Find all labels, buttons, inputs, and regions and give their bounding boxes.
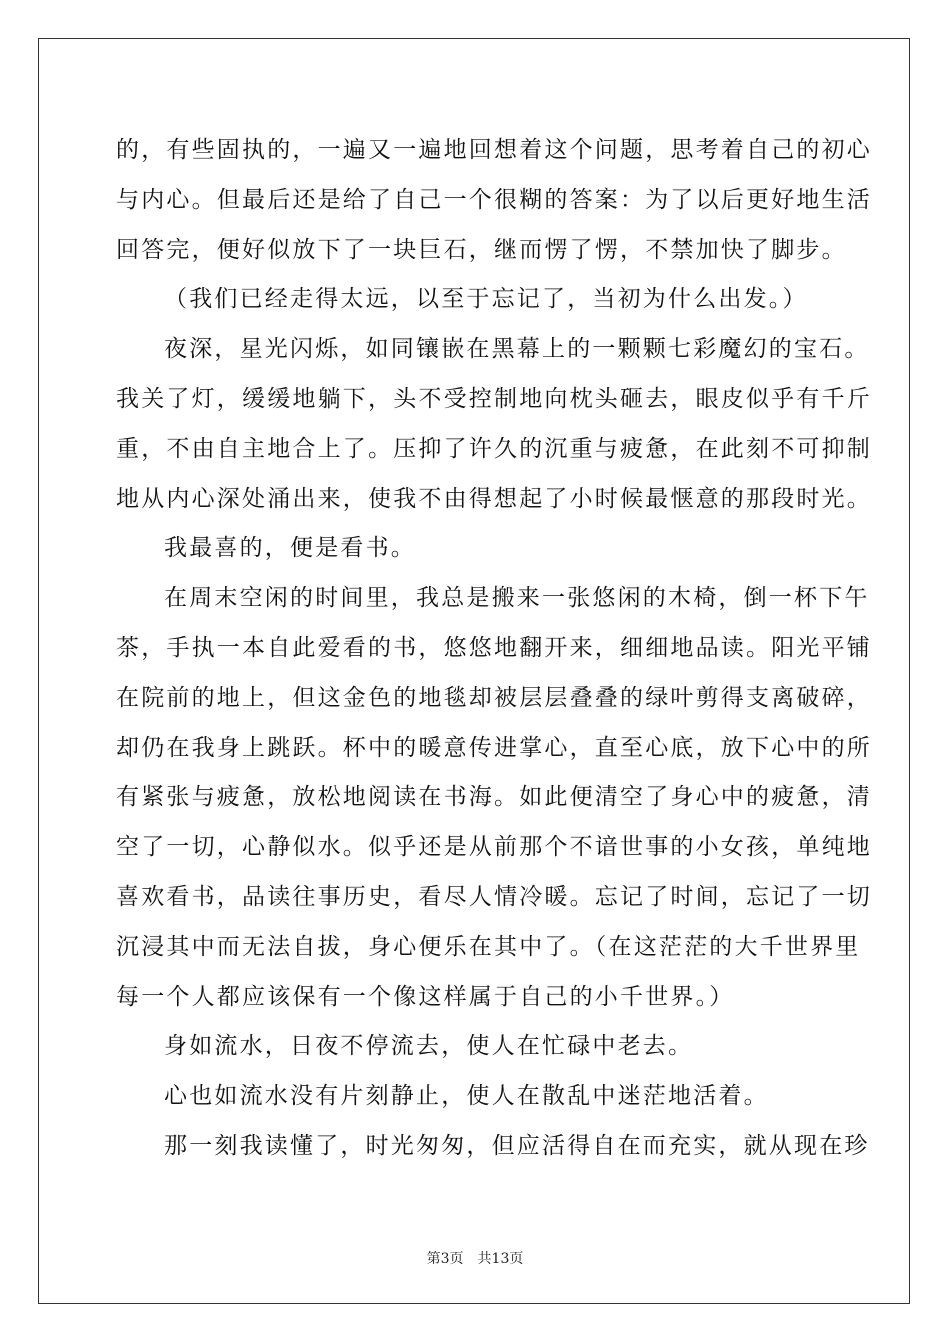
text-line: 的，有些固执的，一遍又一遍地回想着这个问题，思考着自己的初心 bbox=[116, 137, 872, 163]
text-line: 我最喜的，便是看书。 bbox=[164, 535, 416, 562]
text-line: 心也如流水没有片刻静止，使人在散乱中迷茫地活着。 bbox=[164, 1083, 769, 1110]
text-line: 有紧张与疲惫，放松地阅读在书海。如此便清空了身心中的疲惫，清 bbox=[116, 784, 872, 811]
text-line: 回答完，便好似放下了一块巨石，继而愣了愣，不禁加快了脚步。 bbox=[116, 236, 847, 263]
text-line: 重，不由自主地合上了。压抑了许久的沉重与疲惫，在此刻不可抑制 bbox=[116, 435, 872, 462]
text-line: 喜欢看书，品读往事历史，看尽人情冷暖。忘记了时间，忘记了一切 bbox=[116, 883, 872, 910]
text-line: 每一个人都应该保有一个像这样属于自己的小千世界。） bbox=[116, 983, 735, 1010]
text-line: 地从内心深处涌出来，使我不由得想起了小时候最惬意的那段时光。 bbox=[116, 485, 872, 512]
total-pages: 共13页 bbox=[477, 1251, 524, 1267]
text-line: （我们已经走得太远，以至于忘记了，当初为什么出发。） bbox=[164, 286, 808, 313]
text-line: 我关了灯，缓缓地躺下，头不受控制地向枕头砸去，眼皮似乎有千斤 bbox=[116, 385, 872, 412]
text-line: 在周末空闲的时间里，我总是搬来一张悠闲的木椅，倒一杯下午 bbox=[164, 585, 870, 612]
text-line: 在院前的地上，但这金色的地毯却被层层叠叠的绿叶剪得支离破碎， bbox=[116, 684, 872, 711]
page-number: 第3页 bbox=[426, 1251, 464, 1267]
text-line: 却仍在我身上跳跃。杯中的暖意传进掌心，直至心底，放下心中的所 bbox=[116, 734, 872, 761]
page-footer bbox=[0, 1248, 950, 1268]
text-line: 那一刻我读懂了，时光匆匆，但应活得自在而充实，就从现在珍 bbox=[164, 1132, 870, 1159]
document-body bbox=[116, 126, 872, 1172]
text-line: 身如流水，日夜不停流去，使人在忙碌中老去。 bbox=[164, 1033, 694, 1060]
text-line: 沉浸其中而无法自拔，身心便乐在其中了。（在这茫茫的大千世界里 bbox=[116, 933, 861, 960]
text-line: 茶，手执一本自此爱看的书，悠悠地翻开来，细细地品读。阳光平铺 bbox=[116, 634, 872, 661]
text-line: 夜深，星光闪烁，如同镶嵌在黑幕上的一颗颗七彩魔幻的宝石。 bbox=[164, 336, 870, 363]
text-line: 与内心。但最后还是给了自己一个很糊的答案：为了以后更好地生活 bbox=[116, 186, 872, 213]
text-line: 空了一切，心静似水。似乎还是从前那个不谙世事的小女孩，单纯地 bbox=[116, 834, 872, 861]
